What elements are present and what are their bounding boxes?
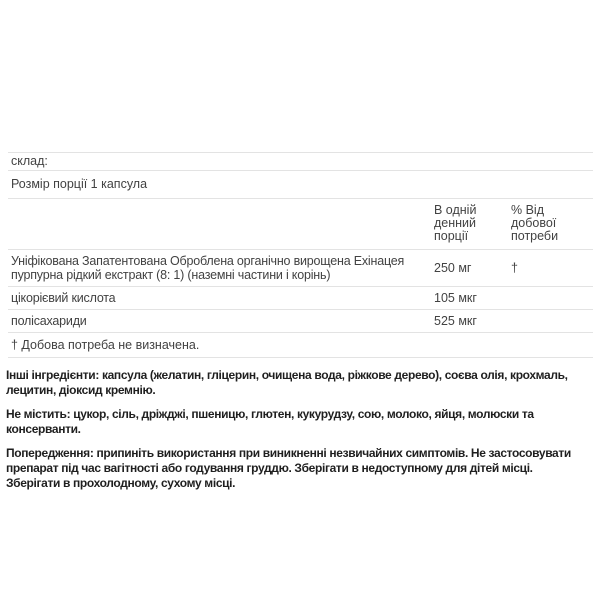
ingredient-daily-value [511, 310, 593, 333]
composition-heading: склад: [8, 152, 593, 171]
table-row [8, 287, 593, 310]
serving-size-row: Розмір порції 1 капсула [8, 171, 593, 199]
ingredient-daily-value: † [511, 261, 518, 275]
table-header-row [8, 199, 593, 250]
ingredient-amount: 105 мкг [434, 291, 477, 305]
ingredient-name: полісахариди [11, 314, 87, 328]
table-row [8, 310, 593, 333]
header-daily-value: % Від добової потреби [511, 203, 559, 243]
ingredient-name: Уніфікована Запатентована Оброблена органічно вирощена Ехінацея пурпурна рідкий екстракт (8: 1) (наземні частини і корінь) [11, 254, 405, 282]
table-row [8, 250, 593, 287]
warning-paragraph: Попередження: припиніть використання при виникненні незвичайних симптомів. Не застосовувати препарат під час вагітності або годування груддю. Зберігати в недоступному для дітей місці. Зберігати в прохолодному, сухому місці. [6, 446, 571, 490]
ingredients-table [8, 199, 593, 358]
does-not-contain-paragraph: Не містить: цукор, сіль, дріжджі, пшеницю, глютен, кукурудзу, сою, молоко, яйця, молюски та консерванти. [6, 407, 534, 436]
daily-value-footnote: † Добова потреба не визначена. [11, 338, 200, 352]
other-ingredients-paragraph: Інші інгредієнти: капсула (желатин, гліцерин, очищена вода, ріжкове дерево), соєва олія, крохмаль, лецитин, діоксид кремнію. [6, 368, 568, 397]
ingredient-amount: 250 мг [434, 261, 472, 275]
supplement-facts-label [8, 152, 593, 500]
table-footnote-row [8, 333, 593, 358]
info-paragraphs [6, 368, 578, 491]
header-empty-cell [8, 199, 434, 250]
ingredient-name: цікорієвий кислота [11, 291, 116, 305]
ingredient-amount: 525 мкг [434, 314, 477, 328]
header-amount-per-serving: В одній денний порції [434, 203, 477, 243]
ingredient-daily-value [511, 287, 593, 310]
